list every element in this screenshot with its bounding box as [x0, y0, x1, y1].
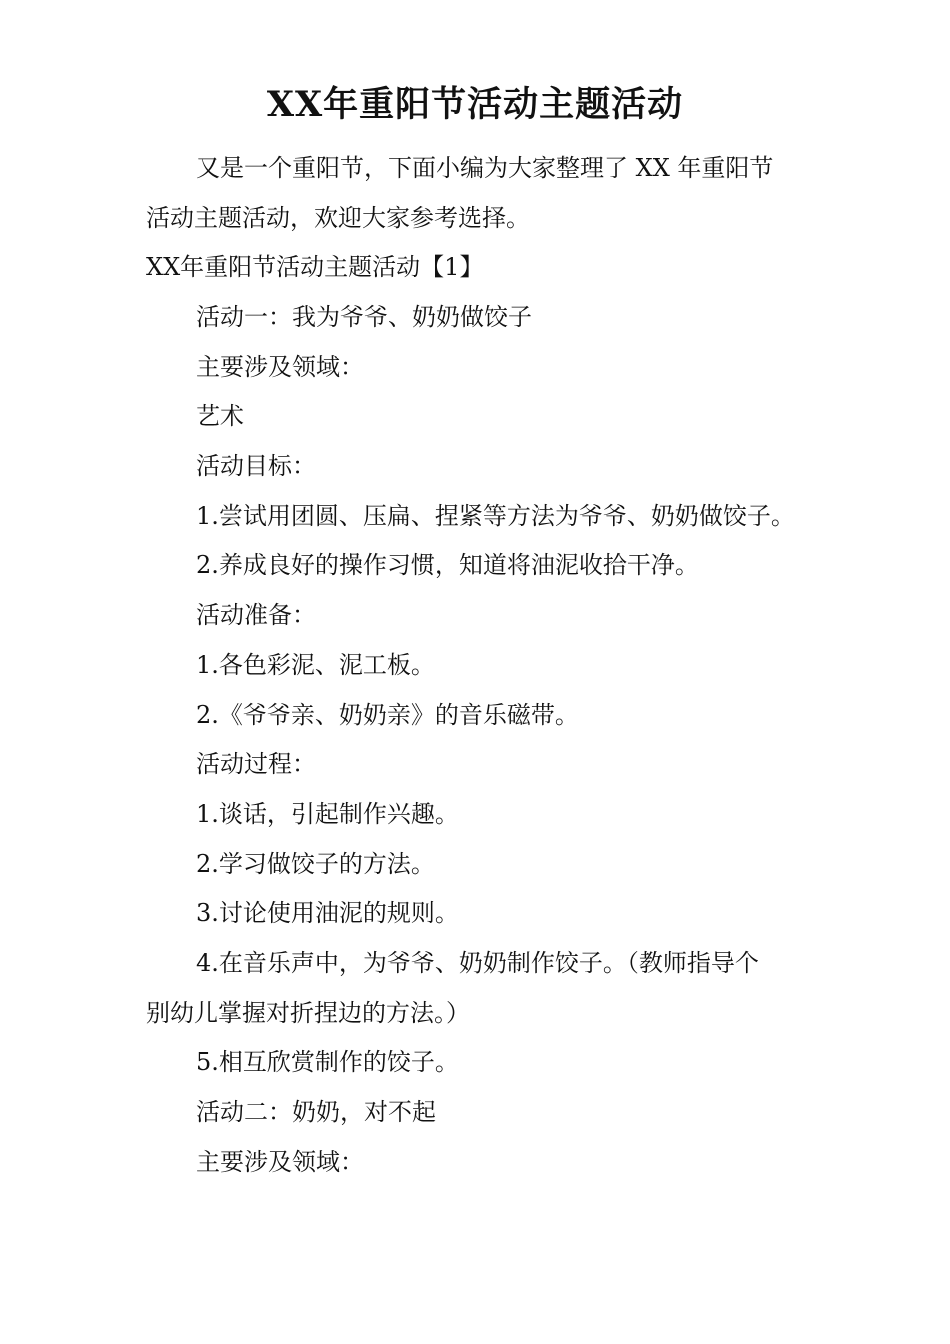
domain-label: 主要涉及领域： [196, 353, 364, 381]
process-item-4: 4.在音乐声中，为爷爷、奶奶制作饺子。（教师指导个 [196, 949, 759, 977]
process-item-1: 1.谈话，引起制作兴趣。 [196, 800, 459, 828]
goals-label: 活动目标： [196, 452, 316, 480]
intro-line-2: 活动主题活动，欢迎大家参考选择。 [146, 204, 530, 232]
intro-line-1: 又是一个重阳节，下面小编为大家整理了 XX 年重阳节 [196, 154, 774, 182]
process-item-4-continued: 别幼儿掌握对折捏边的方法。） [146, 999, 470, 1027]
section-heading: XX年重阳节活动主题活动【1】 [146, 253, 484, 281]
goal-item-1: 1.尝试用团圆、压扁、捏紧等方法为爷爷、奶奶做饺子。 [196, 502, 795, 530]
preparation-item-2: 2.《爷爷亲、奶奶亲》的音乐磁带。 [196, 701, 579, 729]
document-title: XX年重阳节活动主题活动 [266, 84, 684, 125]
process-label: 活动过程： [196, 750, 316, 778]
activity-two-heading: 活动二：奶奶，对不起 [196, 1098, 436, 1126]
domain-label-2: 主要涉及领域： [196, 1148, 364, 1176]
activity-one-heading: 活动一：我为爷爷、奶奶做饺子 [196, 303, 532, 331]
preparation-label: 活动准备： [196, 601, 316, 629]
process-item-2: 2.学习做饺子的方法。 [196, 850, 435, 878]
process-item-5: 5.相互欣赏制作的饺子。 [196, 1048, 459, 1076]
goal-item-2: 2.养成良好的操作习惯，知道将油泥收拾干净。 [196, 551, 699, 579]
domain-value: 艺术 [196, 402, 244, 430]
process-item-3: 3.讨论使用油泥的规则。 [196, 899, 459, 927]
preparation-item-1: 1.各色彩泥、泥工板。 [196, 651, 435, 679]
